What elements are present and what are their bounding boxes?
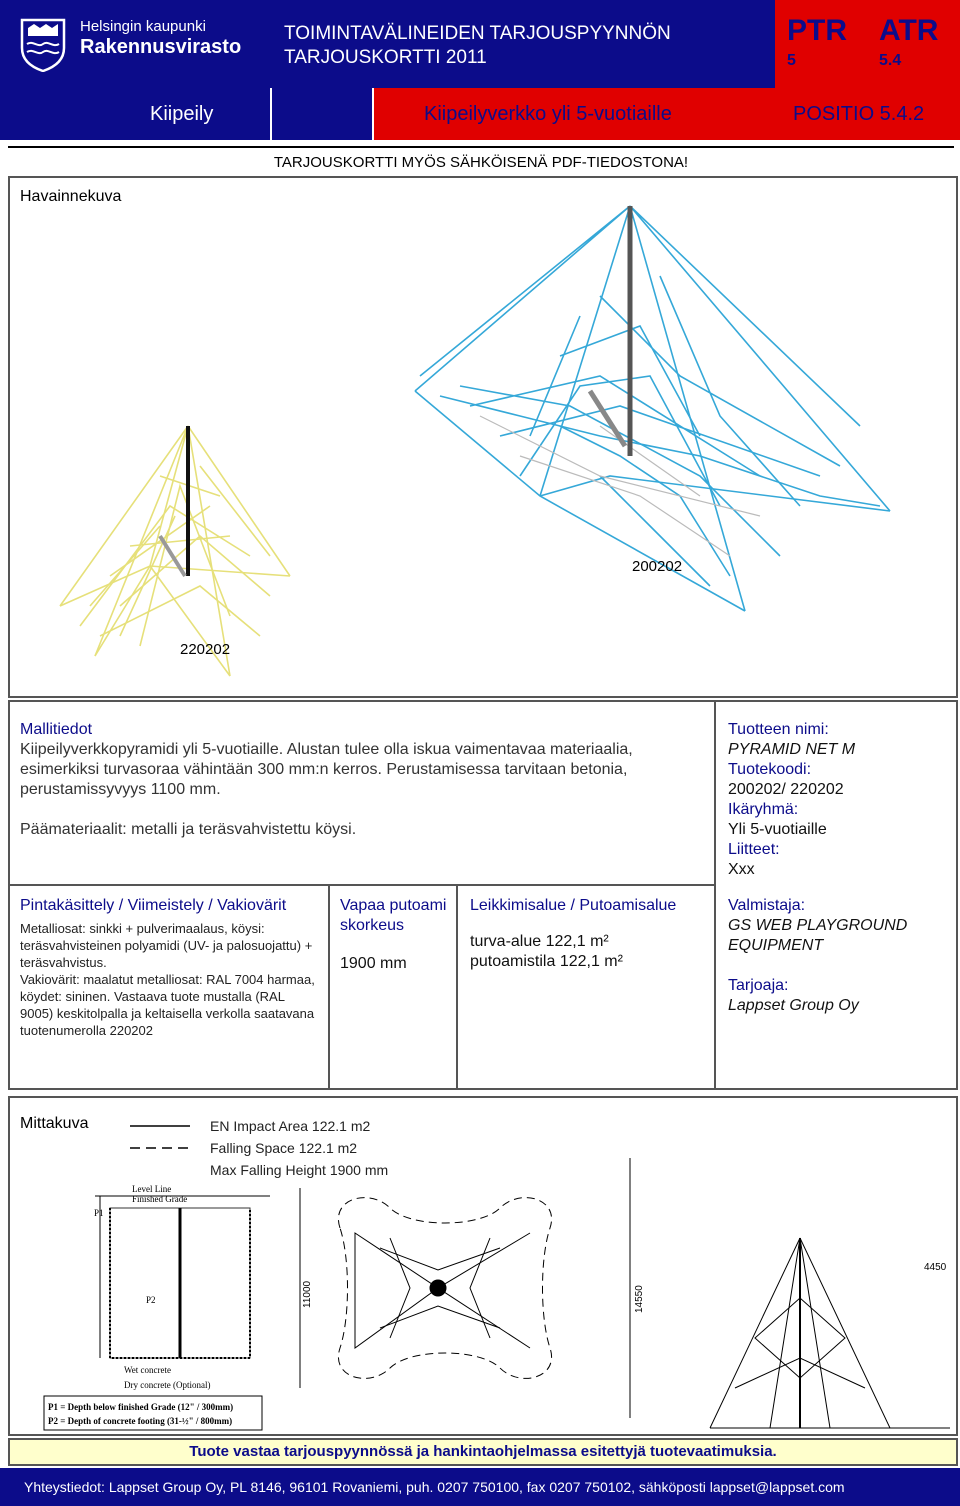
- legend-impact-area: EN Impact Area 122.1 m2: [210, 1118, 371, 1134]
- position-cell: [775, 88, 960, 140]
- maker-cell: [728, 896, 948, 1016]
- product-label: Kiipeilyverkko yli 5-vuotiaille: [424, 102, 672, 125]
- bidder-label: Tarjoaja:: [728, 977, 789, 994]
- requirement-note: Tuote vastaa tarjouspyynnössä ja hankintaohjelmassa esitettyjä tuotevaatimuksia.: [8, 1438, 958, 1466]
- details-vdivider: [714, 700, 716, 1090]
- legend-max-height: Max Falling Height 1900 mm: [210, 1162, 389, 1178]
- ptr-box: [775, 0, 867, 88]
- product-cell: [374, 88, 775, 140]
- category-cell: [0, 88, 270, 140]
- level-line-label: Level Line: [132, 1184, 172, 1194]
- illustration-label: Havainnekuva: [20, 188, 122, 205]
- model-description: Kiipeilyverkkopyramidi yli 5-vuotiaille. Alustan tulee olla iskua vaimentavaa materiaalia, esimerkiksi turvasoraa vähintään 300 mm:n kerros. Perustamisessa tarvitaan betonia, perustamissyvyys 1100 mm.: [20, 741, 633, 798]
- logo-department-name: Rakennusvirasto: [80, 36, 242, 58]
- city-logo-block: [0, 0, 270, 88]
- attachments-label: Liitteet:: [728, 841, 780, 858]
- area-cell: [470, 896, 710, 972]
- dry-concrete-label: Dry concrete (Optional): [124, 1380, 211, 1390]
- product-code-label: Tuotekoodi:: [728, 761, 812, 778]
- dim-14550: 14550: [634, 1285, 645, 1313]
- pdf-notice: TARJOUSKORTTI MYÖS SÄHKÖISENÄ PDF-TIEDOSTONA!: [8, 146, 954, 176]
- atr-value: 5.4: [879, 52, 902, 69]
- age-group-label: Ikäryhmä:: [728, 801, 799, 818]
- maker-value: GS WEB PLAYGROUND EQUIPMENT: [728, 917, 908, 954]
- plan-view: [300, 1158, 645, 1418]
- yellow-net-code: 220202: [180, 641, 231, 658]
- bidder-value: Lappset Group Oy: [728, 997, 859, 1014]
- falling-space-value: putoamistila 122,1 m²: [470, 953, 623, 970]
- product-code-value: 200202/ 220202: [728, 781, 844, 798]
- finish-divider: [328, 884, 330, 1090]
- model-info-heading: Mallitiedot: [20, 721, 93, 738]
- product-info: [728, 720, 948, 880]
- fall-divider: [456, 884, 458, 1090]
- product-name-value: PYRAMID NET M: [728, 741, 856, 758]
- p2-label: P2: [146, 1295, 156, 1305]
- p2-note: P2 = Depth of concrete footing (31-½" / 800mm): [48, 1416, 233, 1426]
- ptr-label: PTR: [787, 14, 847, 47]
- attachments-value: Xxx: [728, 861, 755, 878]
- blue-net-code: 200202: [632, 558, 683, 575]
- blue-net-drawing: [415, 206, 890, 611]
- fall-height-value: 1900 mm: [340, 955, 407, 972]
- card-title-line2: TARJOUSKORTTI 2011: [284, 47, 487, 68]
- maker-label: Valmistaja:: [728, 897, 806, 914]
- scale-label: Mittakuva: [20, 1115, 89, 1132]
- color-text: Vakiovärit: maalatut metalliosat: RAL 7004 harmaa, köydet: sininen. Vastaava tuote mustalla (RAL 9005) keskitolpalla ja keltaisella verkolla saatavana tuotenumerolla 220202: [20, 972, 315, 1038]
- yellow-net-drawing: [60, 426, 290, 676]
- details-hdivider: [8, 884, 716, 886]
- product-name-label: Tuotteen nimi:: [728, 721, 829, 738]
- fall-height-heading: Vapaa putoamiskorkeus: [340, 897, 447, 934]
- atr-label: ATR: [879, 14, 939, 47]
- position-label: POSITIO 5.4.2: [793, 102, 925, 125]
- city-crest-icon: [18, 14, 68, 72]
- legend-falling-space: Falling Space 122.1 m2: [210, 1140, 358, 1156]
- dim-4450: 4450: [924, 1262, 947, 1273]
- area-heading: Leikkimisalue / Putoamisalue: [470, 897, 677, 914]
- card-title: [270, 0, 775, 88]
- contact-footer: Yhteystiedot: Lappset Group Oy, PL 8146, 96101 Rovaniemi, puh. 0207 750100, fax 0207 750102, sähköposti lappset@lappset.com: [0, 1468, 960, 1506]
- finish-heading: Pintakäsittely / Viimeistely / Vakiovärit: [20, 897, 287, 914]
- dim-11000: 11000: [302, 1280, 313, 1308]
- fall-height-cell: [340, 896, 452, 974]
- finished-grade-label: Finished Grade: [132, 1194, 188, 1204]
- card-title-line1: TOIMINTAVÄLINEIDEN TARJOUSPYYNNÖN: [284, 23, 671, 44]
- logo-city-name: Helsingin kaupunki: [80, 18, 206, 35]
- wet-concrete-label: Wet concrete: [124, 1365, 171, 1375]
- elevation-view: [710, 1238, 950, 1428]
- main-materials: Päämateriaalit: metalli ja teräsvahvistettu köysi.: [20, 821, 357, 838]
- age-group-value: Yli 5-vuotiaille: [728, 821, 827, 838]
- p1-label: P1: [94, 1208, 104, 1218]
- category-label: Kiipeily: [150, 102, 214, 125]
- atr-box: [867, 0, 960, 88]
- finish-text: Metalliosat: sinkki + pulverimaalaus, köysi: teräsvahvisteinen polyamidi (UV- ja palosuojattu) + teräsvahvistus.: [20, 921, 313, 970]
- footing-detail: [44, 1184, 270, 1430]
- scale-drawing: [10, 1098, 956, 1434]
- row2-spacer: [272, 88, 372, 140]
- finish-cell: [20, 896, 320, 1039]
- pyramid-net-illustration: [0, 176, 960, 696]
- impact-area-value: turva-alue 122,1 m²: [470, 933, 609, 950]
- model-info: [20, 720, 700, 840]
- ptr-value: 5: [787, 52, 796, 69]
- p1-note: P1 = Depth below finished Grade (12" / 300mm): [48, 1402, 234, 1412]
